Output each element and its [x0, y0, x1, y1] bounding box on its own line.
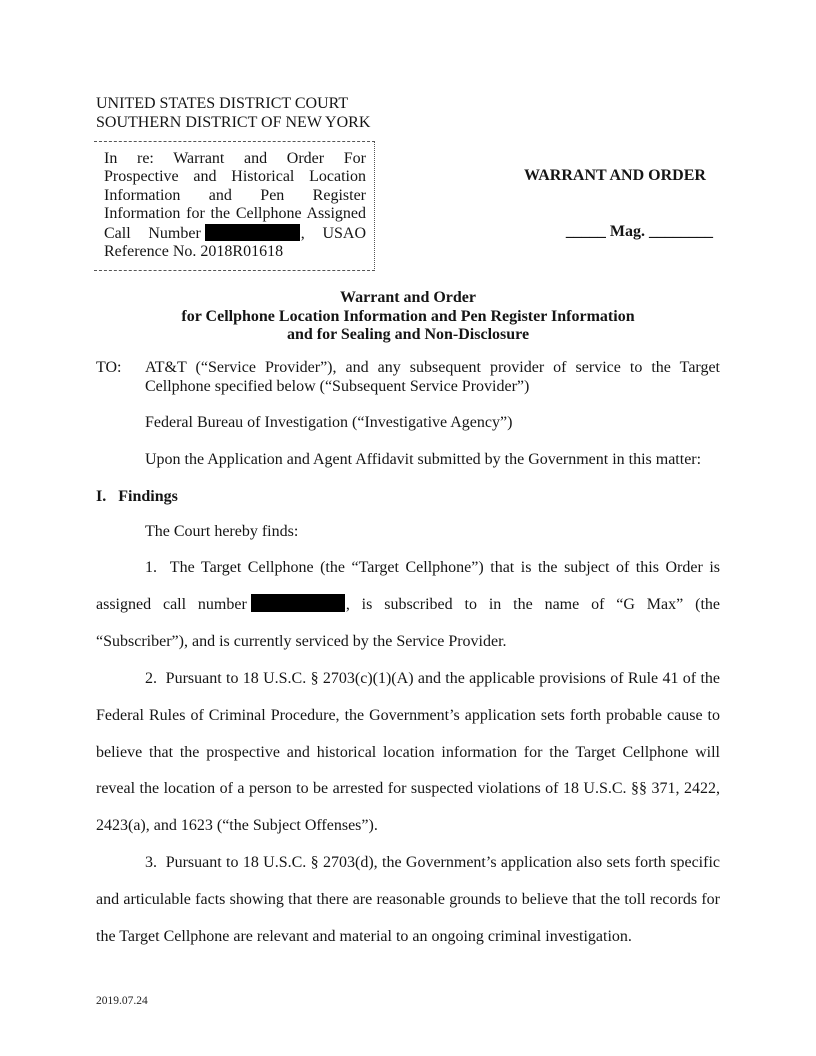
upon-application-line: Upon the Application and Agent Affidavit submitted by the Government in this matter: — [145, 451, 702, 468]
case-caption-box — [94, 141, 375, 271]
title-line-2: for Cellphone Location Information and Pen Register Information — [181, 307, 635, 325]
to-label: TO: — [96, 359, 122, 376]
finding-paragraph-3: 3. Pursuant to 18 U.S.C. § 2703(d), the Government’s application also sets forth specific and articulable facts showing that there are reasonable grounds to believe that the toll records for the Target Cellphone are relevant and material to an ongoing criminal investigation. — [96, 854, 720, 946]
finding-paragraph-1-text-a: 1. The Target Cellphone (the “Target Cellphone”) that is the subject of this Order is assigned call number — [96, 559, 720, 613]
redaction-box-call-number-part1 — [205, 224, 237, 241]
finding-paragraph-2: 2. Pursuant to 18 U.S.C. § 2703(c)(1)(A) and the applicable provisions of Rule 41 of the Federal Rules of Criminal Procedure, the Government’s application sets forth probable cause to believe that the prospective and historical location information for the Target Cellphone will reveal the location of a person to be arrested for suspected violations of 18 U.S.C. §§ 371, 2422, 2423(a), and 1623 (“the Subject Offenses”). — [96, 669, 720, 835]
findings-intro: The Court hereby finds: — [145, 523, 299, 540]
title-line-1: Warrant and Order — [340, 289, 476, 306]
court-district: SOUTHERN DISTRICT OF NEW YORK — [96, 114, 371, 131]
magistrate-number-blank-line: _____ Mag. ________ — [565, 223, 713, 240]
redaction-box-call-number-part2 — [237, 224, 300, 241]
court-header — [96, 94, 370, 132]
recipient-investigative-agency: Federal Bureau of Investigation (“Investigative Agency”) — [145, 414, 513, 431]
findings-section-heading — [96, 488, 178, 506]
warrant-and-order-label: WARRANT AND ORDER — [524, 167, 706, 184]
redaction-box-subscriber-number — [251, 594, 345, 612]
court-name: UNITED STATES DISTRICT COURT — [96, 95, 349, 112]
title-line-3: and for Sealing and Non-Disclosure — [286, 326, 530, 344]
finding-paragraph-1 — [96, 550, 720, 661]
footer-date-stamp: 2019.07.24 — [96, 995, 148, 1007]
document-title — [0, 289, 816, 345]
recipient-service-provider: AT&T (“Service Provider”), and any subsequent provider of service to the Target Cellphone specified below (“Subsequent Service Provider”) — [145, 359, 720, 395]
finding-paragraph-1-text-b: , is subscribed to in the name of “G Max” (the “Subscriber”), and is currently serviced by the Service Provider. — [96, 595, 720, 650]
caption-text: In re: Warrant and Order For Prospective and Historical Location Information and Pen Register Information for the Cellphone Assigned Call Number — [104, 150, 366, 242]
findings-heading-number: I. — [96, 488, 107, 505]
findings-heading-text: Findings — [118, 488, 178, 505]
findings-paragraphs — [96, 550, 720, 956]
caption-text-reference: , USAO Reference No. 2018R01618 — [104, 224, 366, 261]
